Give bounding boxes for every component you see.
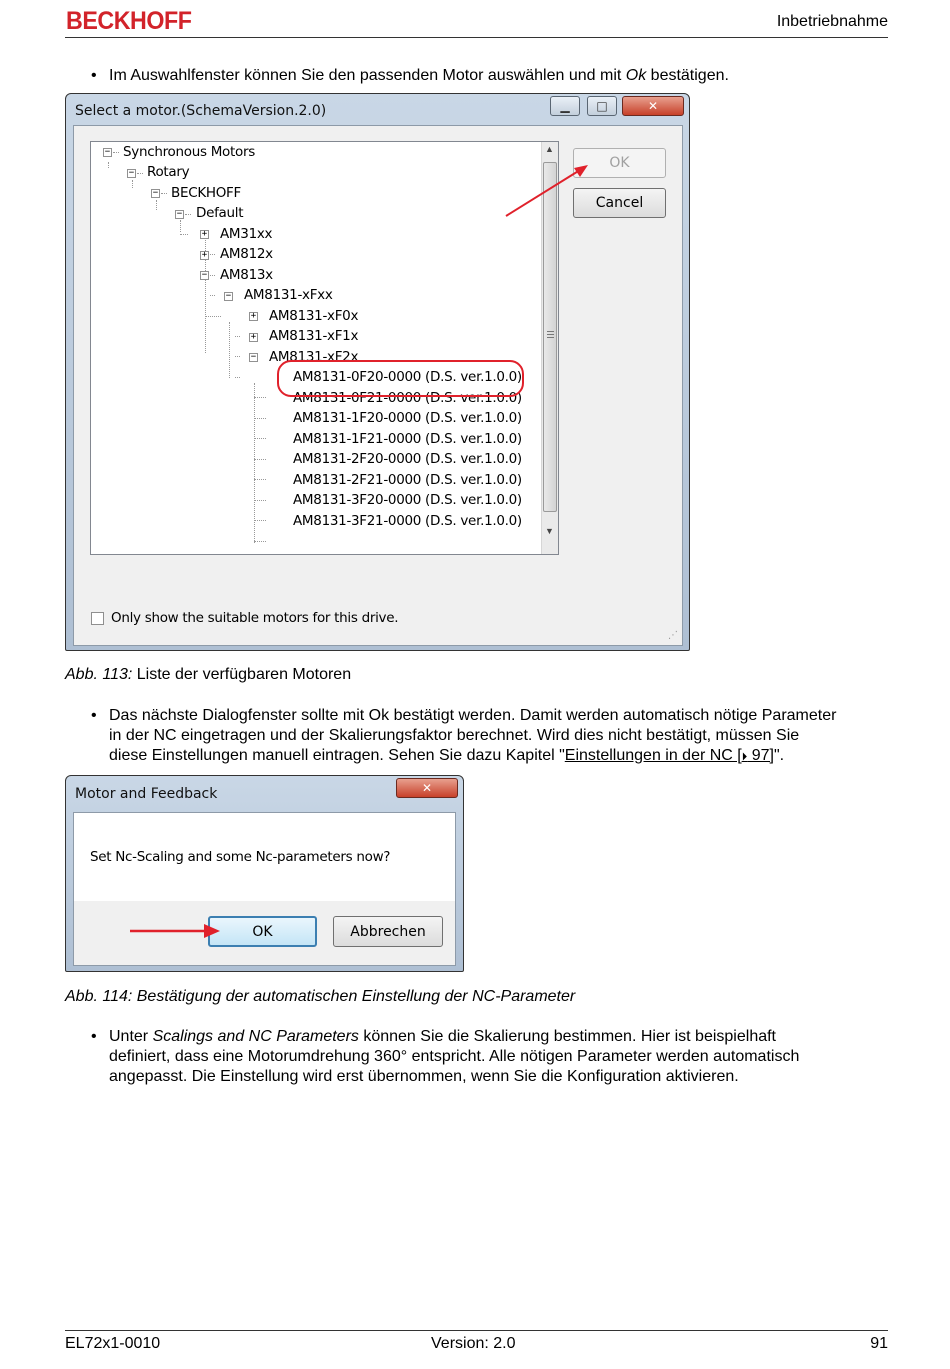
footer-divider <box>65 1330 888 1331</box>
minimize-button[interactable]: ▁ <box>550 96 580 116</box>
tree-leaf-am8131-1f20-0000[interactable]: AM8131-1F20-0000 (D.S. ver.1.0.0) <box>293 410 522 426</box>
red-arrow-icon <box>128 922 223 940</box>
tree-leaf-am8131-2f21-0000[interactable]: AM8131-2F21-0000 (D.S. ver.1.0.0) <box>293 472 522 488</box>
close-button[interactable]: ✕ <box>622 96 684 116</box>
collapse-toggle-icon[interactable]: − <box>152 188 159 198</box>
expand-toggle-icon[interactable]: + <box>201 250 208 260</box>
instruction-select-motor: Im Auswahlfenster können Sie den passenden Motor auswählen und mit Ok bestätigen. <box>109 67 729 84</box>
bullet-icon: • <box>91 707 97 724</box>
expand-toggle-icon[interactable]: + <box>250 332 257 342</box>
tree-node-default[interactable]: Default <box>196 205 244 221</box>
close-button[interactable]: ✕ <box>396 778 458 798</box>
suitable-motors-label: Only show the suitable motors for this drive. <box>111 610 399 626</box>
tree-node-am8131-xf1x[interactable]: AM8131-xF1x <box>269 328 359 344</box>
selection-highlight-ring <box>277 360 524 397</box>
tree-node-am31xx[interactable]: AM31xx <box>220 226 273 242</box>
select-motor-dialog <box>65 93 690 651</box>
footer-product: EL72x1-0010 <box>65 1335 161 1352</box>
figure-caption-114: Abb. 114: Bestätigung der automatischen Einstellung der NC-Parameter <box>65 988 576 1005</box>
resize-grip-icon[interactable]: ⋰ <box>668 630 678 641</box>
tree-node-am813x[interactable]: AM813x <box>220 267 273 283</box>
header-divider <box>65 37 888 38</box>
expand-toggle-icon[interactable]: + <box>201 229 208 239</box>
cancel-button[interactable]: Cancel <box>573 188 666 218</box>
ok-button[interactable]: OK <box>208 916 317 947</box>
section-title: Inbetriebnahme <box>776 13 888 30</box>
instruction-confirm-nc: Das nächste Dialogfenster sollte mit Ok bestätigt werden. Damit werden automatisch nötige Parameter in der NC eingetragen und der Skalierungsfaktor berechnet. Wird dies nicht bestätigt, müssen Sie diese Einstellungen manuell eintragen. Sehen Sie dazu Kapitel "Einstellungen in der NC [⏵ 97]". <box>109 707 837 764</box>
tree-node-am8131-xfxx[interactable]: AM8131-xFxx <box>244 287 333 303</box>
tree-node-am8131-xf0x[interactable]: AM8131-xF0x <box>269 308 359 324</box>
beckhoff-logo: BECKHOFF <box>66 7 192 35</box>
dialog-message: Set Nc-Scaling and some Nc-parameters now? <box>90 849 391 865</box>
dialog-title: Select a motor.(SchemaVersion.2.0) <box>75 103 327 119</box>
motor-tree[interactable] <box>90 141 559 555</box>
figure-caption-113: Abb. 113: Liste der verfügbaren Motoren <box>65 666 352 683</box>
tree-leaf-am8131-0f21-0000[interactable]: AM8131-0F21-0000 (D.S. ver.1.0.0) <box>293 390 522 406</box>
cancel-button[interactable]: Abbrechen <box>333 916 443 947</box>
tree-node-am812x[interactable]: AM812x <box>220 246 273 262</box>
tree-leaf-am8131-1f21-0000[interactable]: AM8131-1F21-0000 (D.S. ver.1.0.0) <box>293 431 522 447</box>
collapse-toggle-icon[interactable]: − <box>201 270 208 280</box>
collapse-toggle-icon[interactable]: − <box>104 147 111 157</box>
scroll-up-icon[interactable]: ▲ <box>545 144 554 154</box>
collapse-toggle-icon[interactable]: − <box>225 291 232 301</box>
expand-toggle-icon[interactable]: + <box>250 311 257 321</box>
tree-node-synchronous-motors[interactable]: Synchronous Motors <box>123 144 255 160</box>
dialog-client-area <box>73 812 456 966</box>
red-arrow-icon <box>500 160 595 220</box>
chapter-link[interactable]: Einstellungen in der NC [⏵ 97] <box>564 747 774 764</box>
tree-leaf-am8131-3f20-0000[interactable]: AM8131-3F20-0000 (D.S. ver.1.0.0) <box>293 492 522 508</box>
collapse-toggle-icon[interactable]: − <box>128 168 135 178</box>
tree-leaf-am8131-0f20-0000[interactable]: AM8131-0F20-0000 (D.S. ver.1.0.0) <box>293 369 522 385</box>
page-arrow-icon: ⏵ <box>741 751 748 763</box>
collapse-toggle-icon[interactable]: − <box>250 352 257 362</box>
maximize-button[interactable]: □ <box>587 96 617 116</box>
scroll-down-icon[interactable]: ▼ <box>545 526 554 536</box>
ok-button[interactable]: OK <box>573 148 666 178</box>
bullet-icon: • <box>91 1028 97 1045</box>
dialog-title: Motor and Feedback <box>75 786 218 802</box>
footer-version: Version: 2.0 <box>431 1335 516 1352</box>
tree-leaf-am8131-2f20-0000[interactable]: AM8131-2F20-0000 (D.S. ver.1.0.0) <box>293 451 522 467</box>
suitable-motors-checkbox[interactable] <box>91 612 104 625</box>
tree-node-rotary[interactable]: Rotary <box>147 164 190 180</box>
bullet-icon: • <box>91 67 97 84</box>
tree-leaf-am8131-3f21-0000[interactable]: AM8131-3F21-0000 (D.S. ver.1.0.0) <box>293 513 522 529</box>
tree-node-am8131-xf2x[interactable]: AM8131-xF2x <box>269 349 359 365</box>
tree-node-beckhoff[interactable]: BECKHOFF <box>171 185 241 201</box>
collapse-toggle-icon[interactable]: − <box>176 209 183 219</box>
footer-page-number: 91 <box>870 1335 888 1352</box>
motor-feedback-dialog <box>65 775 464 972</box>
instruction-scaling: Unter Scalings and NC Parameters können Sie die Skalierung bestimmen. Hier ist beispielhaft definiert, dass eine Motorumdrehung 360° entspricht. Alle nötigen Parameter werden automatisch angepasst. Die Einstellung wird erst übernommen, wenn Sie die Konfiguration aktivieren. <box>109 1028 800 1085</box>
